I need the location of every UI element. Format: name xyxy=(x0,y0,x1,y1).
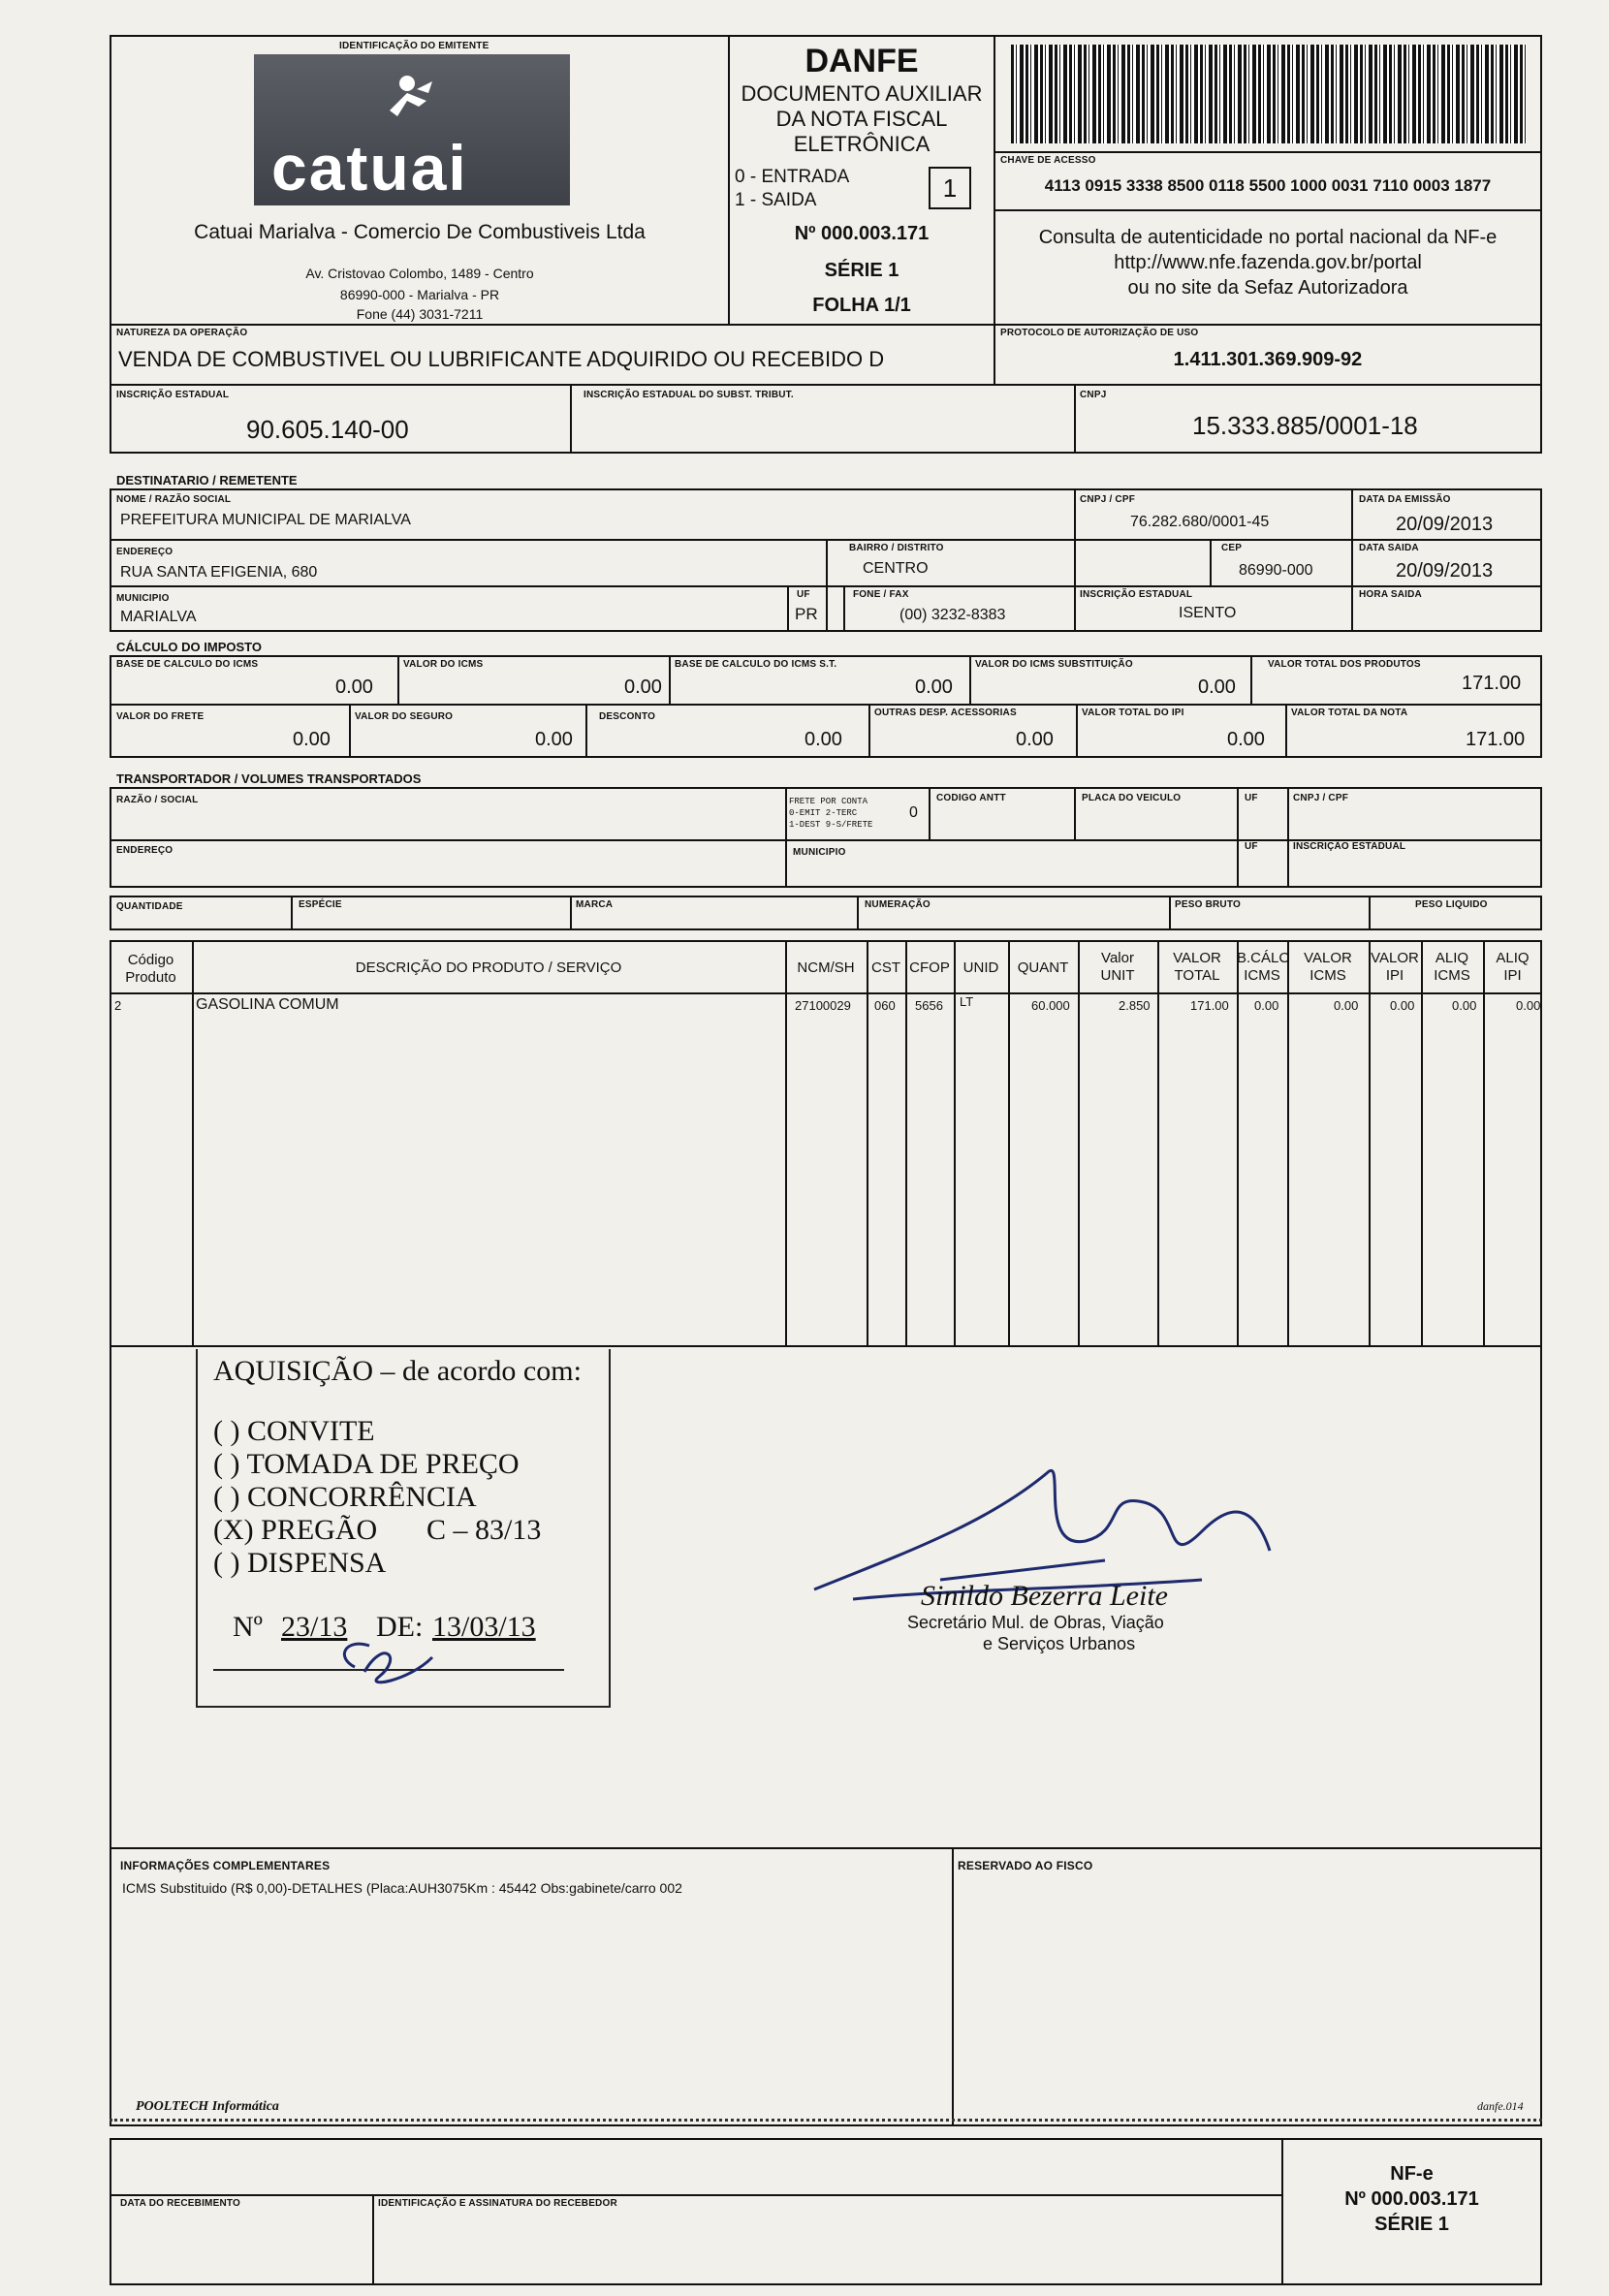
dest-nome: PREFEITURA MUNICIPAL DE MARIALVA xyxy=(120,512,411,528)
row-codigo: 2 xyxy=(114,998,122,1013)
danfe-saida: 1 - SAIDA xyxy=(735,190,817,210)
th-aicms-1: ALIQ xyxy=(1435,950,1469,966)
valor-icms-label: VALOR DO ICMS xyxy=(403,659,484,670)
prod-col-7 xyxy=(1078,940,1080,1347)
prod-col-11 xyxy=(1369,940,1371,1347)
prod-col-8 xyxy=(1157,940,1159,1347)
natureza-label: NATUREZA DA OPERAÇÃO xyxy=(116,328,248,338)
stamp-num: 23/13 xyxy=(281,1611,348,1643)
danfe-subtitle-3: ELETRÔNICA xyxy=(793,132,931,156)
dest-ie-label: INSCRIÇÃO ESTADUAL xyxy=(1080,589,1193,600)
th-vunit-1: Valor xyxy=(1101,950,1134,966)
vol-quantidade-label: QUANTIDADE xyxy=(116,901,183,912)
imposto-col-b2 xyxy=(585,704,587,758)
th-quant: QUANT xyxy=(1017,959,1069,976)
emitente-section-label: IDENTIFICAÇÃO DO EMITENTE xyxy=(339,41,489,51)
row-bcalc: 0.00 xyxy=(1254,998,1279,1013)
inscricao-divider-2 xyxy=(1074,384,1076,454)
transp-uf-label: UF xyxy=(1245,793,1258,803)
dest-saida: 20/09/2013 xyxy=(1396,560,1494,582)
iest-label: INSCRIÇÃO ESTADUAL DO SUBST. TRIBUT. xyxy=(584,390,794,400)
fisco-label: RESERVADO AO FISCO xyxy=(958,1859,1093,1872)
row-vunit: 2.850 xyxy=(1119,998,1151,1013)
valor-icms-value: 0.00 xyxy=(624,676,662,698)
cnpj-label: CNPJ xyxy=(1080,390,1107,400)
emitente-address: Av. Cristovao Colombo, 1489 - Centro xyxy=(305,266,534,281)
logo-figure-icon xyxy=(380,72,438,130)
base-st-value: 0.00 xyxy=(915,676,953,698)
protocolo-value: 1.411.301.369.909-92 xyxy=(1173,349,1363,370)
imposto-col-b3 xyxy=(868,704,870,758)
th-aipi-2: IPI xyxy=(1503,967,1522,984)
dest-municipio-label: MUNICIPIO xyxy=(116,593,170,604)
th-vtotal-1: VALOR xyxy=(1173,950,1221,966)
dest-endereco: RUA SANTA EFIGENIA, 680 xyxy=(120,564,318,581)
cnpj-value: 15.333.885/0001-18 xyxy=(1192,411,1418,440)
prod-col-12 xyxy=(1421,940,1423,1347)
th-descricao: DESCRIÇÃO DO PRODUTO / SERVIÇO xyxy=(355,959,622,976)
th-vtotal-2: TOTAL xyxy=(1174,967,1220,984)
transp-razao-label: RAZÃO / SOCIAL xyxy=(116,795,199,805)
inscricao-divider-1 xyxy=(570,384,572,454)
transp-ie-label: INSCRIÇÃO ESTADUAL xyxy=(1293,841,1406,852)
identificacao-recebedor-label: IDENTIFICAÇÃO E ASSINATURA DO RECEBEDOR xyxy=(378,2198,617,2209)
transp-uf2-label: UF xyxy=(1245,841,1258,852)
vol-col-4 xyxy=(1169,896,1171,930)
row-ncm: 27100029 xyxy=(795,998,851,1013)
dest-col-divider-c xyxy=(826,539,828,632)
th-vipi-1: VALOR xyxy=(1371,950,1419,966)
transp-frete-line-3: 1-DEST 9-S/FRETE xyxy=(789,820,873,830)
chave-divider-2 xyxy=(994,209,1542,211)
imposto-col-b4 xyxy=(1076,704,1078,758)
transp-antt-label: CODIGO ANTT xyxy=(936,793,1006,803)
ie-label: INSCRIÇÃO ESTADUAL xyxy=(116,390,230,400)
canhoto-box xyxy=(110,2138,1542,2285)
canhoto-row-divider xyxy=(110,2194,1282,2196)
total-nota-label: VALOR TOTAL DA NOTA xyxy=(1291,708,1408,718)
prod-col-9 xyxy=(1237,940,1239,1347)
imposto-col-a3 xyxy=(969,655,971,704)
imposto-col-a1 xyxy=(397,655,399,704)
vol-peso-bruto-label: PESO BRUTO xyxy=(1175,899,1241,910)
informacoes-value: ICMS Substituido (R$ 0,00)-DETALHES (Placa:AUH3075Km : 45442 Obs:gabinete/carro 002 xyxy=(122,1880,682,1896)
th-bcalc-1: B.CÁLC xyxy=(1237,950,1290,966)
transp-placa-label: PLACA DO VEICULO xyxy=(1082,793,1182,803)
danfe-entrada: 0 - ENTRADA xyxy=(735,167,850,187)
signature-name: Sinildo Bezerra Leite xyxy=(921,1580,1168,1612)
chave-value[interactable]: 4113 0915 3338 8500 0118 5500 1000 0031 7110 0003 1877 xyxy=(1044,176,1492,195)
software-version: danfe.014 xyxy=(1477,2099,1524,2113)
chave-divider-1 xyxy=(994,151,1542,153)
seguro-value: 0.00 xyxy=(535,729,573,750)
danfe-title: DANFE xyxy=(804,43,919,79)
software-credit: POOLTECH Informática xyxy=(136,2099,279,2114)
row-aipi: 0.00 xyxy=(1516,998,1541,1013)
th-unid: UNID xyxy=(962,959,999,976)
natureza-value: VENDA DE COMBUSTIVEL OU LUBRIFICANTE ADQUIRIDO OU RECEBIDO D xyxy=(118,347,885,371)
th-aicms-2: ICMS xyxy=(1434,967,1470,984)
th-aicms xyxy=(1421,950,1483,985)
vol-numeracao-label: NUMERAÇÃO xyxy=(865,899,931,910)
th-vipi xyxy=(1369,950,1421,985)
th-vicms xyxy=(1287,950,1369,985)
imposto-col-b5 xyxy=(1285,704,1287,758)
transp-col-1 xyxy=(785,787,787,888)
transp-col-5 xyxy=(1287,787,1289,888)
imposto-col-a2 xyxy=(669,655,671,704)
prod-col-3 xyxy=(867,940,868,1347)
dest-hora-label: HORA SAIDA xyxy=(1359,589,1422,600)
dest-fone-label: FONE / FAX xyxy=(853,589,909,600)
emitente-name: Catuai Marialva - Comercio De Combustiveis Ltda xyxy=(194,221,646,243)
total-produtos-value: 171.00 xyxy=(1462,673,1522,694)
th-vunit-2: UNIT xyxy=(1100,967,1135,984)
row-vicms: 0.00 xyxy=(1334,998,1359,1013)
valor-st-value: 0.00 xyxy=(1198,676,1236,698)
dest-nome-label: NOME / RAZÃO SOCIAL xyxy=(116,494,232,505)
prod-col-4 xyxy=(905,940,907,1347)
dest-col-divider-b xyxy=(1351,488,1353,632)
imposto-col-b1 xyxy=(349,704,351,758)
prod-col-1 xyxy=(192,940,194,1347)
th-vipi-2: IPI xyxy=(1385,967,1404,984)
canhoto-col-2 xyxy=(1281,2138,1283,2285)
row-quant: 60.000 xyxy=(1031,998,1070,1013)
dest-endereco-label: ENDEREÇO xyxy=(116,547,174,557)
vol-col-3 xyxy=(857,896,859,930)
danfe-tipo-box: 1 xyxy=(929,167,971,209)
informacoes-divider xyxy=(952,1847,954,2126)
vol-col-1 xyxy=(291,896,293,930)
data-recebimento-label: DATA DO RECEBIMENTO xyxy=(120,2198,240,2209)
valor-st-label: VALOR DO ICMS SUBSTITUIÇÃO xyxy=(975,659,1133,670)
base-icms-label: BASE DE CALCULO DO ICMS xyxy=(116,659,259,670)
th-codigo-1: Código xyxy=(127,952,174,968)
emitente-city: 86990-000 - Marialva - PR xyxy=(339,287,500,302)
chave-label: CHAVE DE ACESSO xyxy=(1000,155,1096,166)
outras-label: OUTRAS DESP. ACESSORIAS xyxy=(874,708,1017,718)
danfe-numero: Nº 000.003.171 xyxy=(794,223,930,244)
dest-bairro-label: BAIRRO / DISTRITO xyxy=(849,543,944,553)
dest-fone: (00) 3232-8383 xyxy=(899,607,1006,623)
transp-col-4 xyxy=(1237,787,1239,888)
emitente-phone: Fone (44) 3031-7211 xyxy=(356,306,484,322)
prod-col-13 xyxy=(1483,940,1485,1347)
dest-col-divider-f xyxy=(843,585,845,632)
dest-cep-label: CEP xyxy=(1221,543,1243,553)
row-cst: 060 xyxy=(874,998,896,1013)
vol-marca-label: MARCA xyxy=(576,899,614,910)
dest-uf: PR xyxy=(795,605,818,623)
dest-bairro: CENTRO xyxy=(863,560,929,577)
vol-col-5 xyxy=(1369,896,1371,930)
dest-cnpj-label: CNPJ / CPF xyxy=(1080,494,1136,505)
vol-col-2 xyxy=(570,896,572,930)
base-icms-value: 0.00 xyxy=(335,676,373,698)
dest-col-divider-a xyxy=(1074,488,1076,632)
total-nota-value: 171.00 xyxy=(1466,729,1526,750)
canhoto-col-1 xyxy=(372,2194,374,2285)
desconto-label: DESCONTO xyxy=(599,711,656,722)
dest-col-divider-e xyxy=(787,585,789,632)
prod-col-2 xyxy=(785,940,787,1347)
imposto-row-divider xyxy=(110,704,1542,706)
transp-frete-line-1: FRETE POR CONTA xyxy=(789,797,868,806)
produtos-header-divider xyxy=(110,992,1542,994)
transp-cnpj-label: CNPJ / CPF xyxy=(1293,793,1349,803)
destinatario-section: DESTINATARIO / REMETENTE xyxy=(116,473,298,488)
row-unid: LT xyxy=(960,994,974,1009)
th-bcalc-2: ICMS xyxy=(1244,967,1280,984)
th-vtotal xyxy=(1157,950,1237,985)
ipi-label: VALOR TOTAL DO IPI xyxy=(1082,708,1184,718)
stamp-de-label: DE: xyxy=(376,1611,424,1643)
informacoes-label: INFORMAÇÕES COMPLEMENTARES xyxy=(120,1859,331,1872)
dest-emissao: 20/09/2013 xyxy=(1396,514,1494,535)
th-vicms-2: ICMS xyxy=(1309,967,1346,984)
barcode-icon xyxy=(1011,45,1527,143)
ie-value: 90.605.140-00 xyxy=(246,415,409,444)
consulta-line-3: ou no site da Sefaz Autorizadora xyxy=(1127,277,1408,299)
row-cfop: 5656 xyxy=(915,998,943,1013)
stamp-de: 13/03/13 xyxy=(432,1611,536,1643)
imposto-col-a4 xyxy=(1250,655,1252,704)
consulta-line-1: Consulta de autenticidade no portal nacional da NF-e xyxy=(1038,227,1498,248)
danfe-subtitle-2: DA NOTA FISCAL xyxy=(775,107,948,131)
protocolo-label: PROTOCOLO DE AUTORIZAÇÃO DE USO xyxy=(1000,328,1199,338)
stamp-initials-icon xyxy=(326,1628,442,1696)
imposto-section: CÁLCULO DO IMPOSTO xyxy=(116,640,262,654)
canhoto-numero: Nº 000.003.171 xyxy=(1344,2188,1479,2210)
signature-cargo-2: e Serviços Urbanos xyxy=(983,1634,1136,1653)
dest-cnpj: 76.282.680/0001-45 xyxy=(1130,514,1270,530)
danfe-folha: FOLHA 1/1 xyxy=(812,295,911,316)
stamp-title: AQUISIÇÃO – de acordo com: xyxy=(213,1355,582,1387)
transp-col-3 xyxy=(1074,787,1076,839)
canhoto-serie: SÉRIE 1 xyxy=(1374,2214,1449,2235)
seguro-label: VALOR DO SEGURO xyxy=(355,711,454,722)
transportador-section: TRANSPORTADOR / VOLUMES TRANSPORTADOS xyxy=(116,771,422,786)
danfe-subtitle-1: DOCUMENTO AUXILIAR xyxy=(741,81,983,106)
transp-col-2 xyxy=(929,787,931,839)
dest-cep: 86990-000 xyxy=(1239,562,1313,579)
stamp-opt-5: ( ) DISPENSA xyxy=(213,1547,387,1579)
dest-emissao-label: DATA DA EMISSÃO xyxy=(1359,494,1451,505)
row-descricao: GASOLINA COMUM xyxy=(196,996,339,1013)
vol-peso-liquido-label: PESO LIQUIDO xyxy=(1415,899,1488,910)
desconto-value: 0.00 xyxy=(804,729,842,750)
total-produtos-label: VALOR TOTAL DOS PRODUTOS xyxy=(1268,659,1421,670)
prod-col-6 xyxy=(1008,940,1010,1347)
th-vicms-1: VALOR xyxy=(1304,950,1352,966)
th-ncm: NCM/SH xyxy=(797,959,855,976)
company-logo xyxy=(254,54,570,205)
consulta-line-2[interactable]: http://www.nfe.fazenda.gov.br/portal xyxy=(1114,252,1422,273)
transp-municipio-label: MUNICIPIO xyxy=(793,847,846,858)
th-aipi xyxy=(1483,950,1542,985)
th-cst: CST xyxy=(871,959,900,976)
stamp-opt-2: ( ) TOMADA DE PREÇO xyxy=(213,1448,520,1480)
base-st-label: BASE DE CALCULO DO ICMS S.T. xyxy=(675,659,837,670)
frete-value: 0.00 xyxy=(293,729,331,750)
stamp-opt-3: ( ) CONCORRÊNCIA xyxy=(213,1481,477,1513)
th-bcalc xyxy=(1237,950,1290,985)
transp-endereco-label: ENDEREÇO xyxy=(116,845,174,856)
vol-especie-label: ESPÉCIE xyxy=(299,899,342,910)
dest-municipio: MARIALVA xyxy=(120,609,197,625)
outras-value: 0.00 xyxy=(1016,729,1054,750)
th-codigo-2: Produto xyxy=(125,969,176,986)
canhoto-nfe: NF-e xyxy=(1390,2163,1434,2185)
row-aicms: 0.00 xyxy=(1452,998,1477,1013)
th-cfop: CFOP xyxy=(909,959,950,976)
dest-col-divider-d xyxy=(1210,539,1212,585)
signature-cargo-1: Secretário Mul. de Obras, Viação xyxy=(907,1613,1164,1632)
danfe-serie: SÉRIE 1 xyxy=(824,260,899,281)
logo-text: catuai xyxy=(271,132,468,204)
th-vunit xyxy=(1078,950,1157,985)
ipi-value: 0.00 xyxy=(1227,729,1265,750)
row-vipi: 0.00 xyxy=(1390,998,1415,1013)
dest-uf-label: UF xyxy=(797,589,810,600)
frete-label: VALOR DO FRETE xyxy=(116,711,205,722)
prod-col-5 xyxy=(954,940,956,1347)
prod-col-10 xyxy=(1287,940,1289,1347)
th-codigo xyxy=(110,952,192,987)
stamp-num-label: Nº xyxy=(233,1611,263,1643)
cut-line xyxy=(110,2119,1542,2122)
row-vtotal: 171.00 xyxy=(1190,998,1229,1013)
th-aipi-1: ALIQ xyxy=(1496,950,1530,966)
stamp-opt-4-ref: C – 83/13 xyxy=(426,1514,542,1546)
transp-frete-value: 0 xyxy=(909,804,918,821)
transp-frete-line-2: 0-EMIT 2-TERC xyxy=(789,808,858,818)
dest-saida-label: DATA SAIDA xyxy=(1359,543,1419,553)
stamp-opt-4: (X) PREGÃO xyxy=(213,1514,378,1546)
stamp-opt-1: ( ) CONVITE xyxy=(213,1415,375,1447)
dest-ie: ISENTO xyxy=(1179,605,1237,621)
